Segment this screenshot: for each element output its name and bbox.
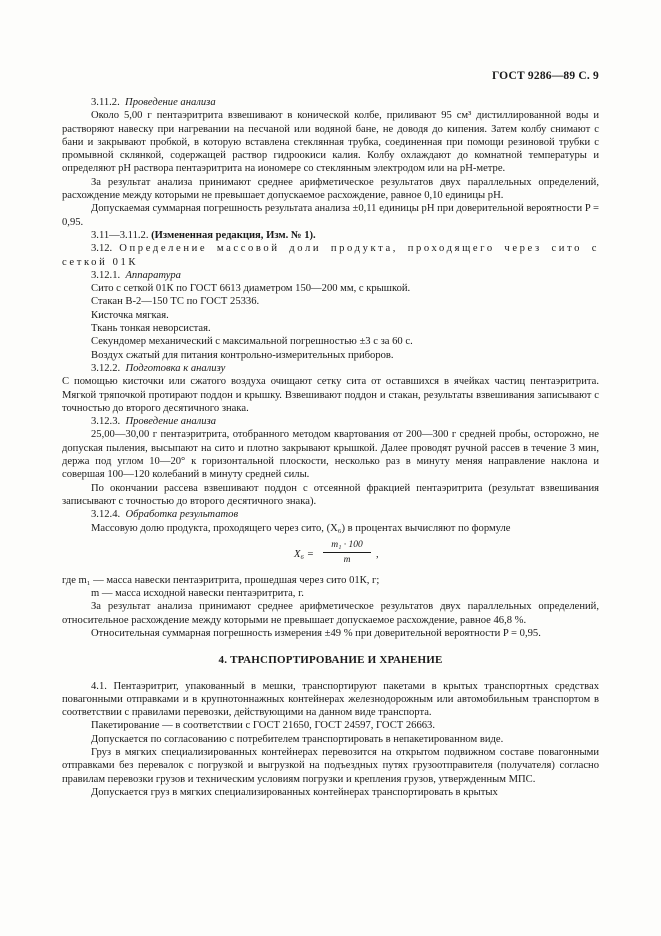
list-item: Стакан В-2—150 ТС по ГОСТ 25336. <box>91 296 260 308</box>
subsection-number: 3.12.1. <box>91 269 121 281</box>
paragraph: Относительная суммарная погрешность измерения ±49 % при доверительной вероятности P = 0,95. <box>91 627 541 639</box>
subsection-title: Подготовка к анализу <box>125 362 226 374</box>
paragraph: С помощью кисточки или сжатого воздуха очищают сетку сита от оставшихся в ячейках частиц пентаэритрита. Мягкой тряпочкой протирают поддон и крышку. Взвешивают поддон и стакан, результаты взвешивания записывают с точностью до второго десятичного знака. <box>62 376 599 414</box>
list-item: Ткань тонкая неворсистая. <box>91 323 211 335</box>
subsection-title: Аппаратура <box>125 269 181 281</box>
subsection-heading <box>62 415 599 428</box>
subsection-number: 3.12.2. <box>91 362 121 374</box>
section-4-title: 4. ТРАНСПОРТИРОВАНИЕ И ХРАНЕНИЕ <box>218 654 443 667</box>
paragraph: Допускается по согласованию с потребителем транспортировать в непакетированном виде. <box>91 733 504 745</box>
subsection-heading <box>62 96 599 109</box>
subsection-number: 3.12.3. <box>91 416 121 428</box>
subsection-number: 3.12.4. <box>91 509 121 521</box>
paragraph: 25,00—30,00 г пентаэритрита, отобранного методом квартования от 200—300 г средней пробы, осторожно, не допуская пыления, высыпают на сито и плотно закрывают крышкой. Далее проводят ручной рассев в течение 3 мин, держа под углом 10—20° к горизонтальной плоскости, несколько раз в минуту меняя направление наклона и совершая 100—120 колебаний в минуту средней силы. <box>62 429 599 481</box>
formula-lhs: X₆ = <box>294 548 314 560</box>
paragraph: За результат анализа принимают среднее арифметическое результатов двух параллельных определений, относительное расхождение между которыми не превышает допускаемое расхождение, равное 46,8 %. <box>62 601 599 626</box>
paragraph: Массовую долю продукта, проходящего через сито, (X₆) в процентах вычисляют по формуле <box>91 522 511 534</box>
list-item: Кисточка мягкая. <box>91 309 169 321</box>
formula-denominator: m <box>343 554 351 565</box>
section-number: 3.12. <box>91 243 113 255</box>
formula-numerator: m₁ · 100 <box>331 539 363 550</box>
formula-tail: , <box>376 548 379 560</box>
amendment-range: 3.11—3.11.2. <box>91 229 149 241</box>
paragraph: Пакетирование — в соответствии с ГОСТ 21650, ГОСТ 24597, ГОСТ 26663. <box>91 720 436 732</box>
list-item: Сито с сеткой 01К по ГОСТ 6613 диаметром 150—200 мм, с крышкой. <box>91 283 411 295</box>
subsection-heading <box>62 362 599 375</box>
list-item: Воздух сжатый для питания контрольно-измерительных приборов. <box>91 349 394 361</box>
subsection-title: Проведение анализа <box>125 97 216 108</box>
variable-definition: m — масса исходной навески пентаэритрита, г. <box>91 588 304 600</box>
formula <box>62 538 599 572</box>
paragraph: Допускаемая суммарная погрешность результата анализа ±0,11 единицы pH при доверительной вероятности P = 0,95. <box>62 203 599 228</box>
section-heading <box>62 242 599 269</box>
amendment-note <box>62 229 599 242</box>
list-item: Секундомер механический с максимальной погрешностью ±3 с за 60 с. <box>91 336 413 348</box>
section-title: Определение массовой доли продукта, проходящего через сито с сеткой 01К <box>62 243 599 268</box>
subsection-heading <box>62 269 599 282</box>
subsection-heading <box>62 508 599 521</box>
variable-definition: где m₁ — масса навески пентаэритрита, прошедшая через сито 01К, г; <box>62 574 380 586</box>
subsection-number: 3.11.2. <box>91 97 120 108</box>
paragraph: По окончании рассева взвешивают поддон с отсеянной фракцией пентаэритрита (результат взвешивания записывают с точностью до второго десятичного знака). <box>62 482 599 507</box>
page-content <box>62 96 599 799</box>
paragraph: Около 5,00 г пентаэритрита взвешивают в конической колбе, приливают 95 см³ дистиллированной воды и растворяют навеску при нагревании на песчаной или водяной бане, не доводя до кипения. Затем колбу снимают с бани и закрывают пробкой, в которую вставлена стеклянная трубка, соединенная при помощи резиновой трубки с промывной склянкой, содержащей раствор гидроокиси калия. Колбу охлаждают до комнатной температуры и определяют pH раствора пентаэритрита на иономере со стеклянным электродом или на pH-метре. <box>62 110 599 175</box>
paragraph: Груз в мягких специализированных контейнерах перевозится на открытом подвижном составе повагонными отправками без перевалок с погрузкой и выгрузкой на подъездных путях грузоотправителя (получателя) согласно правилам перевозки грузов и техническим условиям погрузки и крепления грузов, утвержденным МПС. <box>62 747 599 785</box>
formula-fraction <box>321 538 373 567</box>
paragraph: Допускается груз в мягких специализированных контейнерах транспортировать в крытых <box>91 786 498 798</box>
paragraph: За результат анализа принимают среднее арифметическое результатов двух параллельных определений, расхождение между которыми не превышает допускаемое расхождение, равное 0,10 единицы pH. <box>62 176 599 202</box>
subsection-title: Проведение анализа <box>125 416 217 428</box>
page-header: ГОСТ 9286—89 С. 9 <box>491 70 599 82</box>
subsection-title: Обработка результатов <box>125 509 239 521</box>
amendment-text: (Измененная редакция, Изм. № 1). <box>151 229 316 241</box>
paragraph: 4.1. Пентаэритрит, упакованный в мешки, транспортируют пакетами в крытых транспортных средствах повагонными отправками и в крупнотоннажных контейнерах железнодорожным или автомобильным транспортом в соответствии с правилами перевозки, действующими на данном виде транспорта. <box>62 680 599 719</box>
